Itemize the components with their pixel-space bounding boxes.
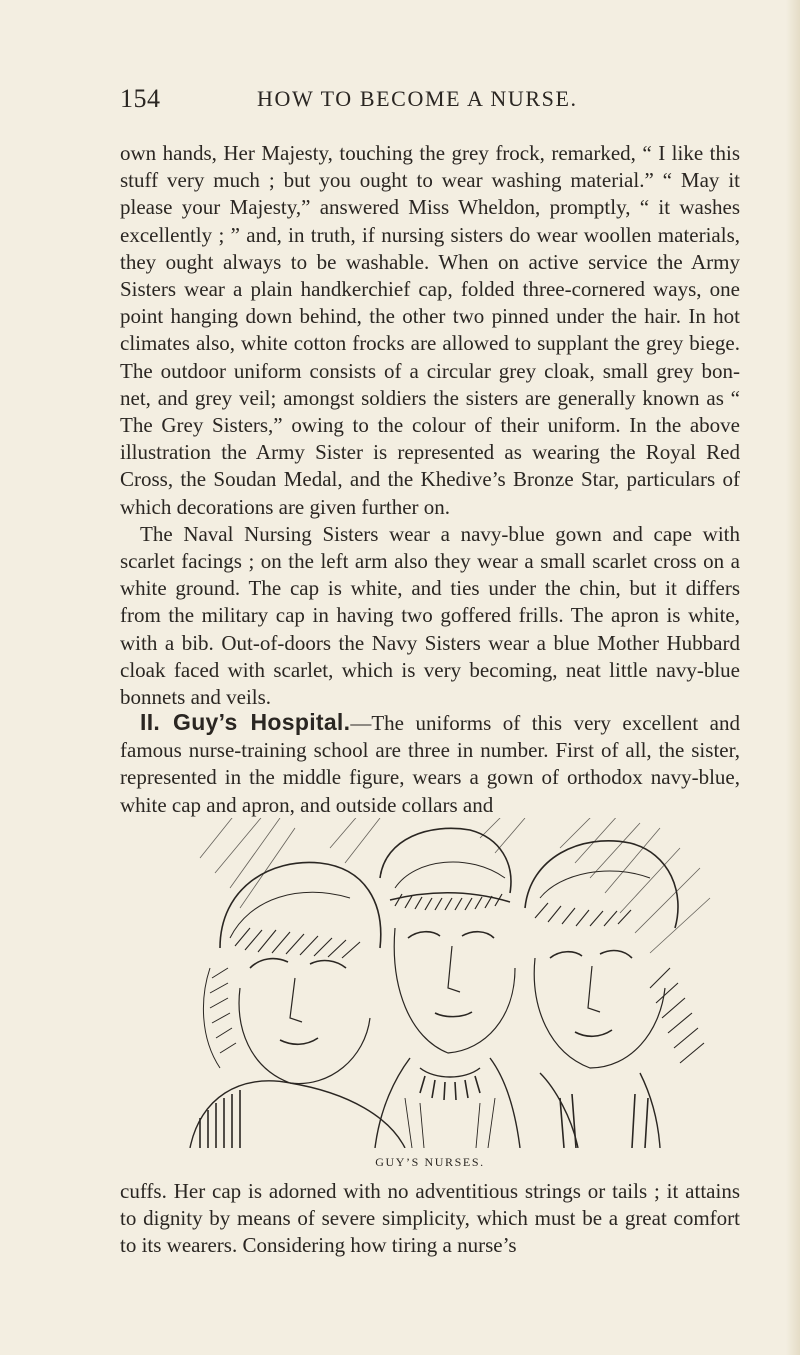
- middle-nurse-figure: [375, 828, 520, 1148]
- left-nurse-figure: [190, 862, 405, 1148]
- guys-nurses-illustration: [180, 818, 720, 1148]
- running-title: HOW TO BECOME A NURSE.: [257, 86, 578, 111]
- paragraph-naval-sisters: The Naval Nursing Sisters wear a navy-blue gown and cape with scarlet facings ; on the left arm also they wear a small scarlet cross on a white ground. The cap is white, and ties under the chin, but it differs from the military cap in having two goffered frills. The apron is white, with a bib. Out-of-doors the Navy Sisters wear a blue Mother Hubbard cloak faced with scarlet, which is very becoming, neat little navy-blue bonnets and veils.: [120, 521, 740, 710]
- section-heading-guys-hospital: II. Guy’s Hospital.: [140, 709, 351, 735]
- paragraph-cuffs: cuffs. Her cap is adorned with no adventitious strings or tails ; it attains to dignity by means of severe simplicity, which must be a great comfort to its wearers. Considering how tiring a nurse’s: [120, 1179, 740, 1258]
- background-hatching: [200, 818, 710, 953]
- page-number: 154: [120, 84, 161, 113]
- text-block-guys: [120, 709, 740, 819]
- page-edge: [786, 0, 800, 1355]
- paragraph-guys-hospital: [120, 709, 740, 819]
- figure-caption: GUY’S NURSES.: [375, 1155, 485, 1169]
- text-block-bottom: [120, 1178, 740, 1260]
- right-nurse-figure: [525, 841, 704, 1148]
- paragraph-guys-hospital-text: —The uniforms of this very excellent and famous nurse-training school are three in number. First of all, the sister, represented in the middle figure, wears a gown of orthodox navy-blue, white cap and apron, and outside collars and: [120, 711, 740, 817]
- paragraph-army-sisters: own hands, Her Majesty, touching the grey frock, remarked, “ I like this stuff very much ; but you ought to wear washing material.” “ May it please your Majesty,” answered Miss Wheldon, promptly, “ it washes excellently ; ” and, in truth, if nursing sisters do wear woollen materials, they ought always to be washable. When on active service the Army Sisters wear a plain handkerchief cap, folded three-cornered ways, one point hanging down behind, the other two pinned under the hair. In hot climates also, white cotton frocks are allowed to supplant the grey biege. The outdoor uniform consists of a circular grey cloak, small grey bon-net, and grey veil; amongst soldiers the sisters are generally known as “ The Grey Sisters,” owing to the colour of their uniform. In the above illustration the Army Sister is represented as wearing the Royal Red Cross, the Soudan Medal, and the Khedive’s Bronze Star, particulars of which decorations are given further on.: [120, 141, 740, 519]
- running-head: [120, 84, 740, 124]
- text-block-top: [120, 140, 740, 711]
